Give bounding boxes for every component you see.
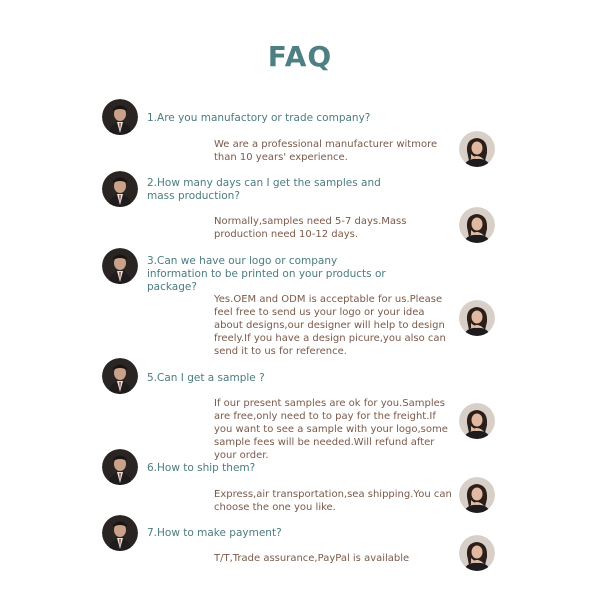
businesswoman-avatar-icon (459, 403, 495, 439)
faq-question: 3.Can we have our logo or company information to be printed on your products or package? (147, 255, 386, 293)
faq-answer: Normally,samples need 5-7 days.Mass production need 10-12 days. (214, 216, 407, 240)
page-title: FAQ (267, 40, 333, 73)
faq-answer: We are a professional manufacturer witmore than 10 years' experience. (214, 139, 438, 163)
faq-answer: Express,air transportation,sea shipping.You can choose the one you like. (214, 489, 452, 513)
businessman-avatar-icon (102, 248, 138, 284)
faq-question: 2.How many days can I get the samples and mass production? (147, 177, 381, 202)
faq-question: 1.Are you manufactory or trade company? (147, 112, 371, 124)
businessman-avatar-icon (102, 99, 138, 135)
businessman-avatar-icon (102, 171, 138, 207)
faq-answer: T/T,Trade assurance,PayPal is available (214, 553, 410, 564)
businesswoman-avatar-icon (459, 477, 495, 513)
faq-answer: If our present samples are ok for you.Samples are free,only need to to pay for the freight.If you want to see a sample with your logo,some sample fees will be needed.Will refund after your order. (214, 398, 448, 461)
faq-answer: Yes.OEM and ODM is acceptable for us.Please feel free to send us your logo or your idea about designs,our designer will help to design freely.If you have a design picure,you also can send it to us for reference. (214, 294, 446, 357)
faq-question: 7.How to make payment? (147, 527, 282, 539)
businesswoman-avatar-icon (459, 207, 495, 243)
businesswoman-avatar-icon (459, 131, 495, 167)
faq-question: 5.Can I get a sample ? (147, 372, 265, 384)
businessman-avatar-icon (102, 358, 138, 394)
businessman-avatar-icon (102, 515, 138, 551)
businesswoman-avatar-icon (459, 535, 495, 571)
businesswoman-avatar-icon (459, 300, 495, 336)
faq-question: 6.How to ship them? (147, 462, 256, 474)
businessman-avatar-icon (102, 449, 138, 485)
